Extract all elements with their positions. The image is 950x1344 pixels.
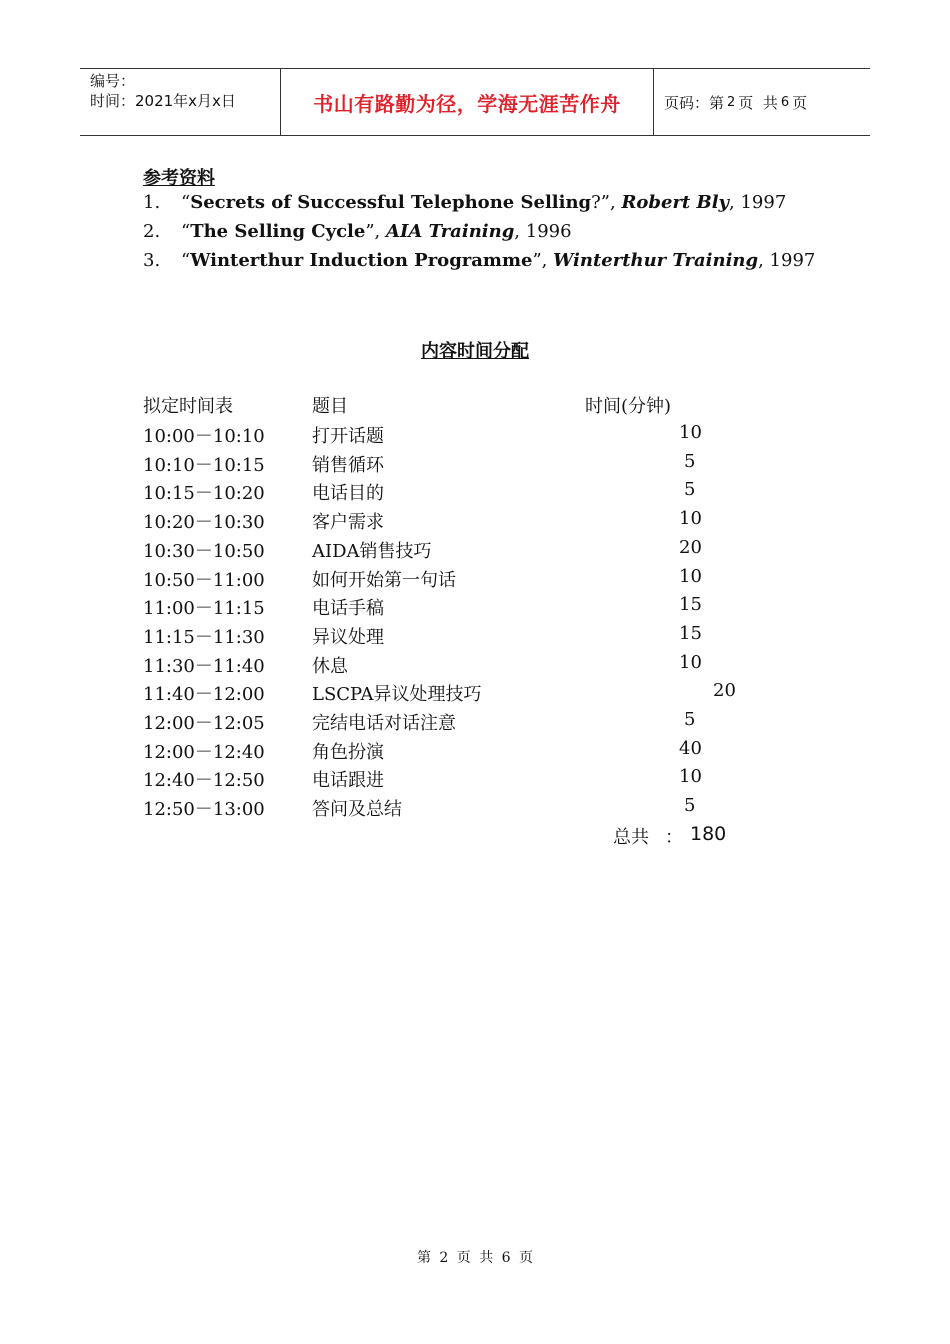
row-topic: 打开话题 [312, 426, 384, 447]
header-page-suffix: 页 [792, 93, 808, 112]
schedule-title [0, 337, 950, 363]
references-title: 参考资料 [143, 168, 215, 189]
row-minutes: 5 [684, 450, 696, 472]
schedule-title-text: 内容时间分配 [421, 341, 529, 362]
row-time: 12:40－12:50 [143, 770, 265, 792]
header-motto-cell [281, 69, 654, 135]
row-minutes: 40 [679, 737, 702, 759]
header-page-num: 2 [727, 94, 736, 110]
header-page-total: 6 [780, 94, 790, 110]
reference-number: 2. [143, 221, 161, 242]
header-page-mid: 页 共 [738, 93, 778, 112]
row-minutes: 10 [679, 508, 702, 530]
header-time: 拟定时间表 [143, 396, 233, 417]
row-time: 12:00－12:05 [143, 713, 265, 734]
reference-quote-close: ”, [532, 250, 554, 271]
reference-year: , 1997 [729, 192, 787, 213]
row-time: 10:50－11:00 [143, 569, 265, 591]
table-row [143, 652, 763, 681]
reference-item [143, 221, 572, 242]
row-topic: 电话手稿 [312, 598, 384, 620]
header-page-prefix: 页码：第 [664, 93, 725, 112]
header-time-label: 时间：2021年x月x日 [90, 92, 236, 110]
row-topic: 销售循环 [312, 454, 384, 476]
row-time: 10:10－10:15 [143, 454, 265, 476]
reference-quote-open: “ [181, 221, 191, 242]
row-minutes: 15 [679, 594, 702, 616]
row-topic: 完结电话对话注意 [312, 713, 456, 734]
table-row [143, 508, 763, 537]
table-row [143, 623, 763, 652]
page-footer: 第 2 页 共 6 页 [416, 1250, 534, 1266]
total-colon: ： [665, 827, 683, 848]
reference-author: Robert Bly [621, 192, 730, 213]
row-minutes: 5 [684, 795, 696, 817]
total-label: 总共 [613, 827, 649, 848]
total-value: 180 [690, 823, 727, 845]
header-page-info [654, 69, 870, 135]
row-topic: 休息 [312, 655, 348, 677]
reference-item [143, 192, 786, 213]
row-minutes: 20 [713, 680, 736, 702]
row-time: 11:15－11:30 [143, 626, 265, 648]
row-topic: LSCPA异议处理技巧 [312, 684, 482, 706]
table-row [143, 738, 763, 767]
reference-year: , 1996 [514, 221, 572, 242]
reference-author: AIA Training [386, 221, 515, 242]
row-minutes: 10 [679, 565, 702, 587]
row-topic: 电话目的 [312, 483, 384, 505]
reference-author: Winterthur Training [553, 250, 759, 271]
header-motto: 书山有路勤为径，学海无涯苦作舟 [313, 91, 621, 116]
table-row [143, 680, 763, 709]
row-minutes: 10 [679, 422, 702, 443]
header-meta [80, 69, 281, 135]
row-time: 10:15－10:20 [143, 483, 265, 505]
table-row [143, 709, 763, 738]
row-topic: 如何开始第一句话 [312, 569, 456, 591]
table-row [143, 766, 763, 795]
reference-quote-open: “ [181, 250, 191, 271]
row-minutes: 10 [679, 651, 702, 673]
table-row [143, 566, 763, 595]
header-topic: 题目 [312, 396, 348, 417]
reference-title: Winterthur Induction Programme [190, 250, 533, 271]
table-row [143, 594, 763, 623]
table-row [143, 451, 763, 480]
row-topic: 客户需求 [312, 512, 384, 534]
row-minutes: 20 [679, 536, 702, 558]
schedule-header-row [143, 392, 763, 421]
row-minutes: 10 [679, 766, 702, 788]
reference-number: 3. [143, 250, 161, 271]
row-time: 12:50－13:00 [143, 799, 265, 821]
reference-title: The Selling Cycle [190, 221, 366, 242]
row-minutes: 15 [679, 622, 702, 644]
row-time: 12:00－12:40 [143, 741, 265, 763]
reference-number: 1. [143, 192, 161, 213]
row-time: 10:30－10:50 [143, 540, 265, 562]
table-row [143, 422, 763, 451]
row-time: 10:00－10:10 [143, 426, 265, 447]
reference-quote-close: ”, [365, 221, 386, 242]
table-row [143, 479, 763, 508]
row-minutes: 5 [684, 479, 696, 501]
row-time: 11:40－12:00 [143, 684, 265, 706]
row-time: 11:30－11:40 [143, 655, 265, 677]
row-topic: 角色扮演 [312, 741, 384, 763]
reference-title: Secrets of Successful Telephone Selling [190, 192, 592, 213]
row-minutes: 5 [684, 709, 696, 730]
table-row [143, 795, 763, 824]
row-topic: 异议处理 [312, 626, 384, 648]
row-time: 10:20－10:30 [143, 512, 265, 534]
reference-quote-close: ?”, [591, 192, 622, 213]
row-topic: 答问及总结 [312, 799, 402, 821]
page-header [80, 68, 870, 136]
reference-quote-open: “ [181, 192, 191, 213]
header-code-label: 编号： [90, 72, 136, 90]
reference-year: , 1997 [758, 250, 816, 271]
table-row [143, 537, 763, 566]
row-topic: 电话跟进 [312, 770, 384, 792]
row-topic: AIDA销售技巧 [312, 540, 432, 562]
header-minutes: 时间(分钟) [585, 396, 672, 417]
reference-item [143, 250, 815, 271]
row-time: 11:00－11:15 [143, 598, 265, 620]
